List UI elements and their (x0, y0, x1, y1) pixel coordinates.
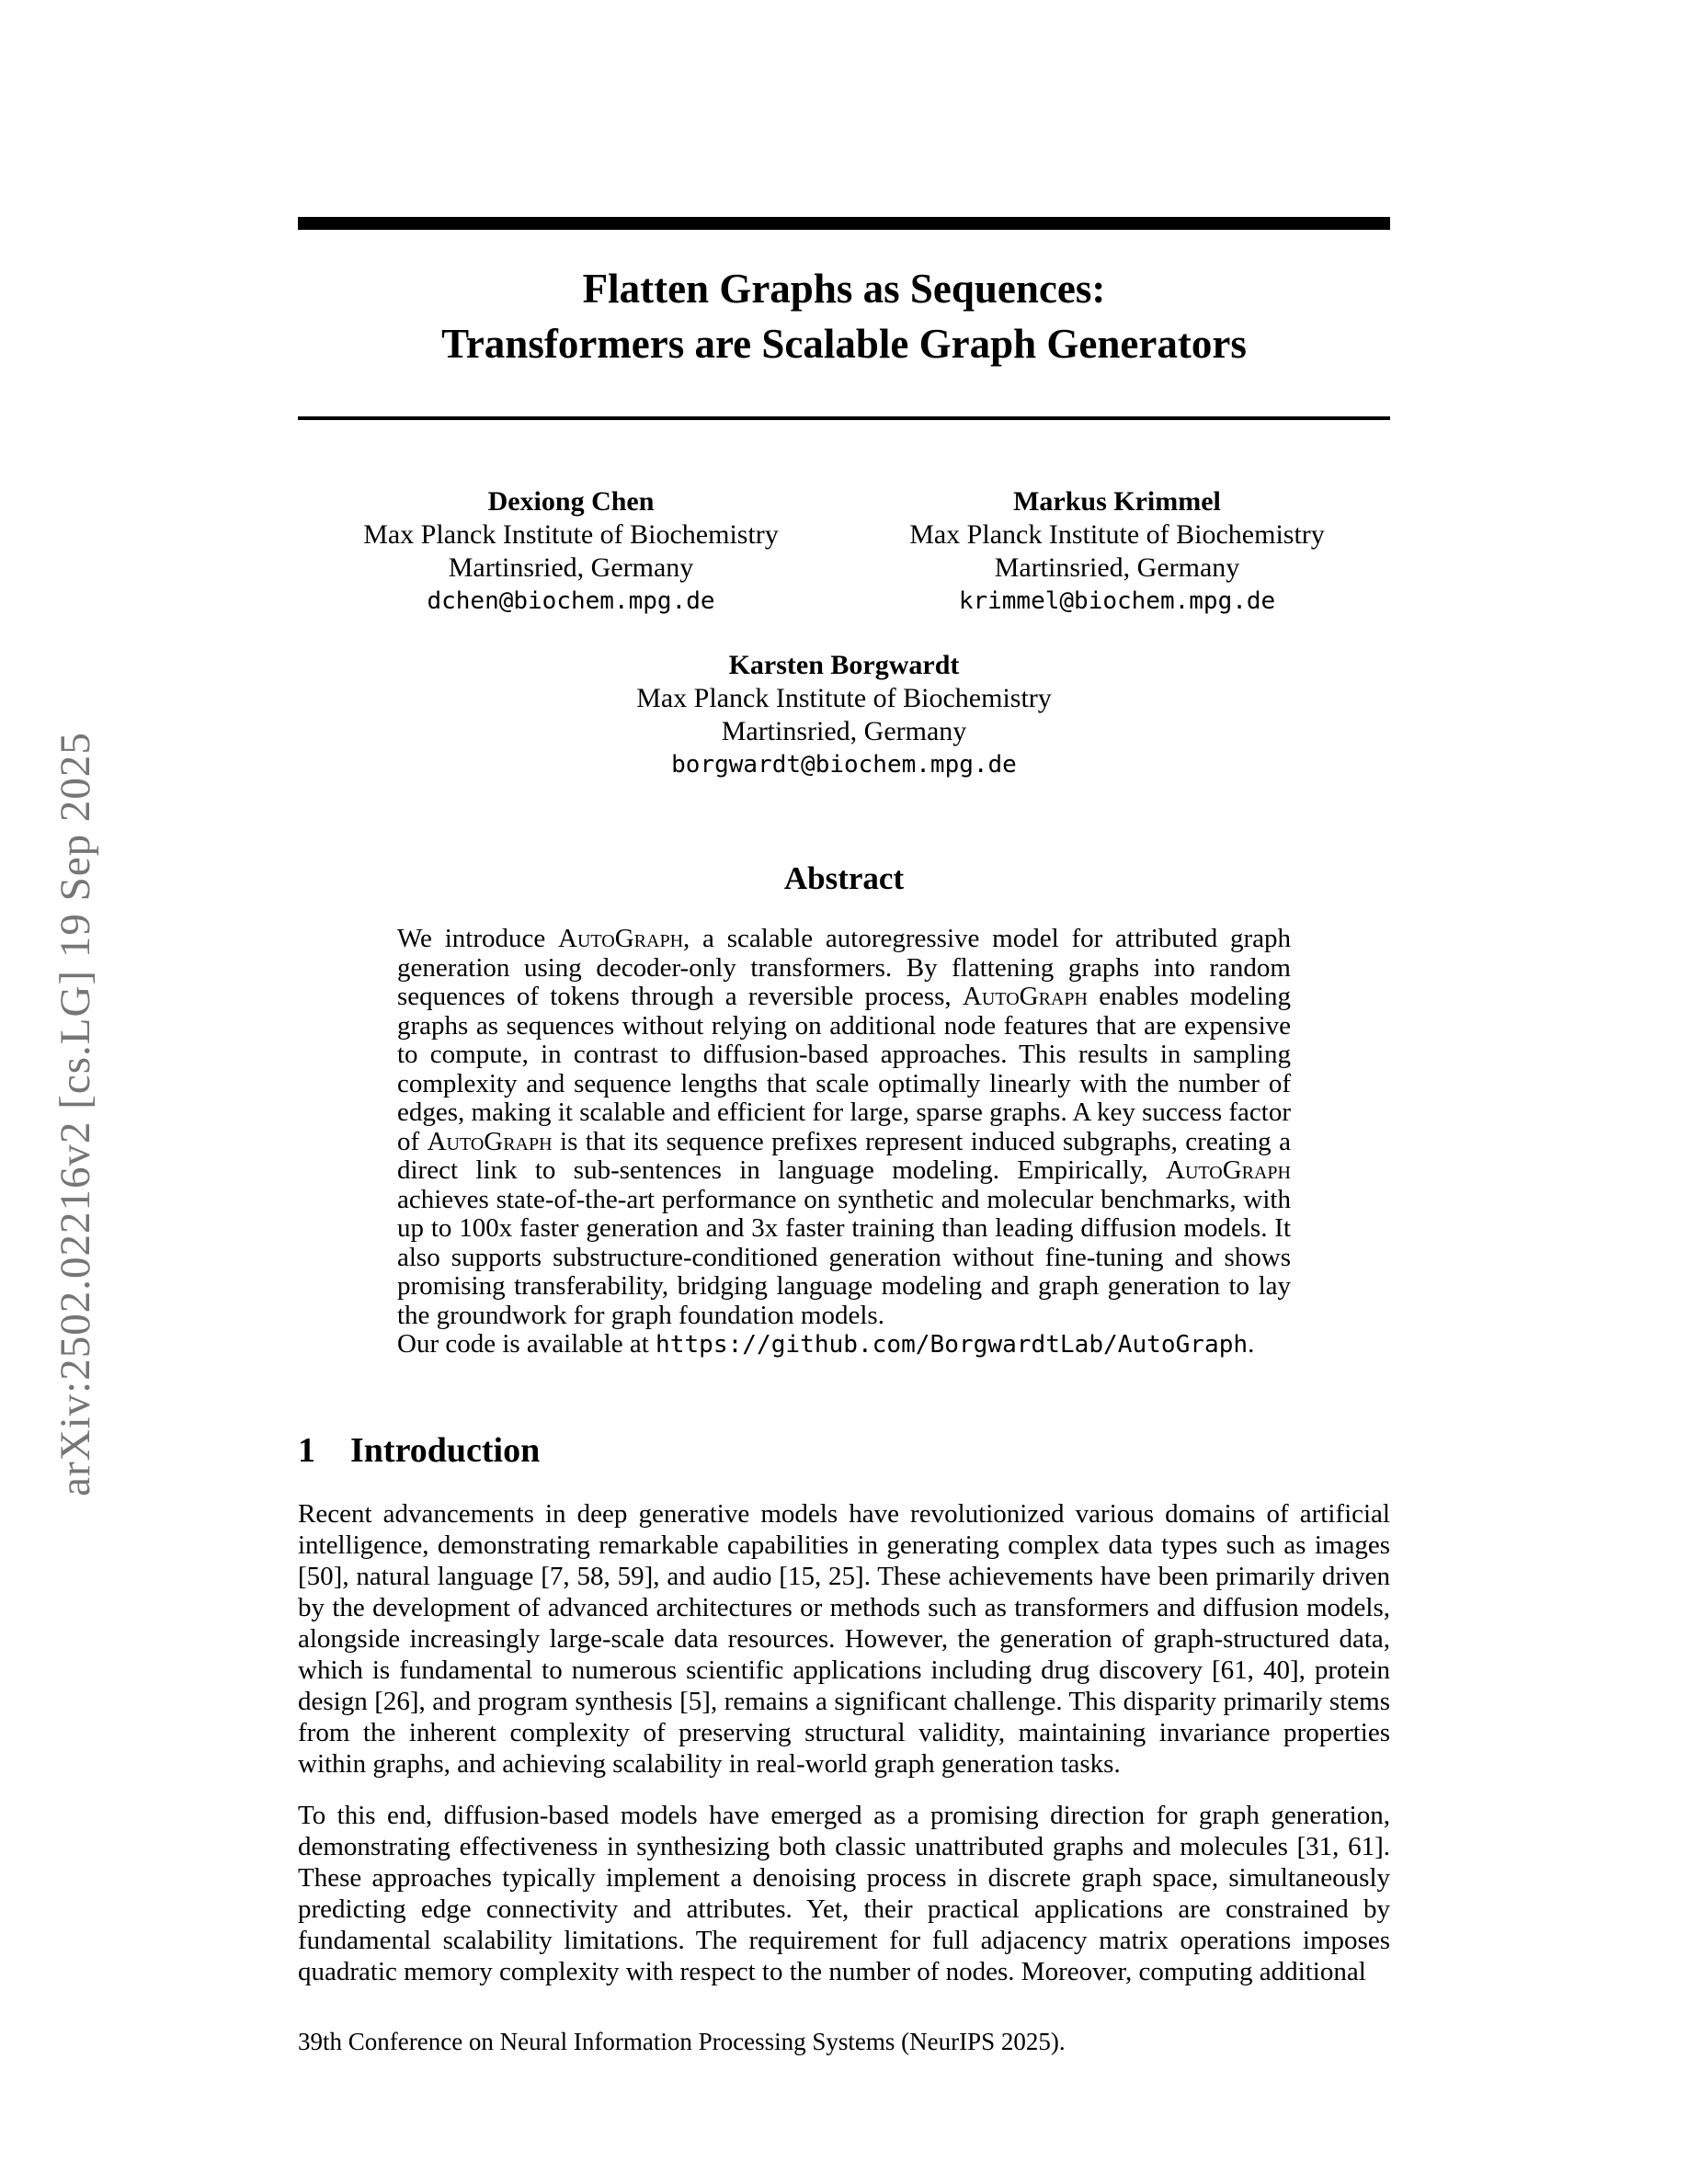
section-title: Introduction (350, 1431, 541, 1470)
text-segment: AutoGraph (962, 982, 1088, 1011)
author-city: Martinsried, Germany (994, 552, 1240, 583)
author-email: dchen@biochem.mpg.de (427, 587, 715, 615)
author-affiliation: Max Planck Institute of Biochemistry (909, 519, 1325, 550)
author-city: Martinsried, Germany (721, 716, 967, 746)
paper-title-line2: Transformers are Scalable Graph Generators (441, 321, 1247, 367)
introduction-text (298, 1498, 1390, 2008)
text-segment: AutoGraph (1166, 1155, 1291, 1185)
abstract-code-line (397, 1330, 1291, 1360)
title-bottom-rule (298, 416, 1390, 420)
abstract-body (397, 925, 1291, 1360)
intro-paragraph-2: To this end, diffusion-based models have emerged as a promising direction for graph generation, demonstrating effectiveness in synthesizing both classic unattributed graphs and molecules [31, 61]. These approaches typically implement a denoising process in discrete graph space, simultaneously predicting edge connectivity and attributes. Yet, their practical applications are constrained by fundamental scalability limitations. The requirement for full adjacency matrix operations imposes quadratic memory complexity with respect to the number of nodes. Moreover, computing additional (298, 1801, 1390, 1986)
section-number: 1 (298, 1431, 315, 1470)
section-1-heading (298, 1430, 1390, 1471)
text-segment: We introduce (397, 924, 559, 953)
author-affiliation: Max Planck Institute of Biochemistry (363, 519, 779, 550)
abstract-paragraph (397, 925, 1291, 1330)
text-segment: , a scalable autoregressive model for attributed graph generation using decoder-only transformers. By flattening graphs into random sequences of tokens through a reversible process, (397, 924, 1292, 1011)
author-email: borgwardt@biochem.mpg.de (671, 751, 1017, 779)
arxiv-watermark: arXiv:2502.02216v2 [cs.LG] 19 Sep 2025 (51, 732, 99, 1496)
text-segment: Our code is available at (397, 1329, 656, 1359)
text-segment: AutoGraph (427, 1126, 553, 1156)
code-repository-link[interactable]: https://github.com/BorgwardtLab/AutoGraph (656, 1331, 1249, 1359)
paper-title-line1: Flatten Graphs as Sequences: (582, 266, 1106, 312)
author-affiliation: Max Planck Institute of Biochemistry (636, 683, 1052, 713)
conference-footnote: 39th Conference on Neural Information Processing Systems (NeurIPS 2025). (298, 2028, 1066, 2055)
intro-paragraph-1: Recent advancements in deep generative models have revolutionized various domains of artificial intelligence, demonstrating remarkable capabilities in generating complex data types such as images [50], natural language [7, 58, 59], and audio [15, 25]. These achievements have been primarily driven by the development of advanced architectures or methods such as transformers and diffusion models, alongside increasingly large-scale data resources. However, the generation of graph-structured data, which is fundamental to numerous scientific applications including drug discovery [61, 40], protein design [26], and program synthesis [5], remains a significant challenge. This disparity primarily stems from the inherent complexity of preserving structural validity, maintaining invariance properties within graphs, and achieving scalability in real-world graph generation tasks. (298, 1499, 1390, 1779)
abstract-heading: Abstract (783, 860, 905, 896)
text-segment: AutoGraph (558, 924, 684, 953)
text-segment: . (1248, 1329, 1255, 1359)
title-top-rule (298, 217, 1390, 230)
authors-row (298, 485, 1390, 618)
author-name: Karsten Borgwardt (728, 650, 960, 680)
author-block-3 (298, 649, 1390, 781)
text-segment: achieves state-of-the-art performance on synthetic and molecular benchmarks, with up to 100x faster generation and 3x faster training than leading diffusion models. It also supports substructure-conditioned generation without fine-tuning and shows promising transferability, bridging language modeling and graph generation to lay the groundwork for graph foundation models. (397, 1184, 1291, 1330)
author-name: Markus Krimmel (1013, 486, 1221, 517)
author-block-1 (298, 485, 844, 618)
text-segment: is that its sequence prefixes represent induced subgraphs, creating a direct link to sub-sentences in language modeling. Empirically, (397, 1126, 1291, 1185)
author-email: krimmel@biochem.mpg.de (958, 587, 1276, 615)
paper-title (298, 261, 1390, 371)
author-city: Martinsried, Germany (448, 552, 694, 583)
author-name: Dexiong Chen (487, 486, 655, 517)
author-block-2 (844, 485, 1390, 618)
text-segment: enables modeling graphs as sequences without relying on additional node features that are expensive to compute, in contrast to diffusion-based approaches. This results in sampling complexity and sequence lengths that scale optimally linearly with the number of edges, making it scalable and efficient for large, sparse graphs. A key success factor of (397, 982, 1291, 1156)
